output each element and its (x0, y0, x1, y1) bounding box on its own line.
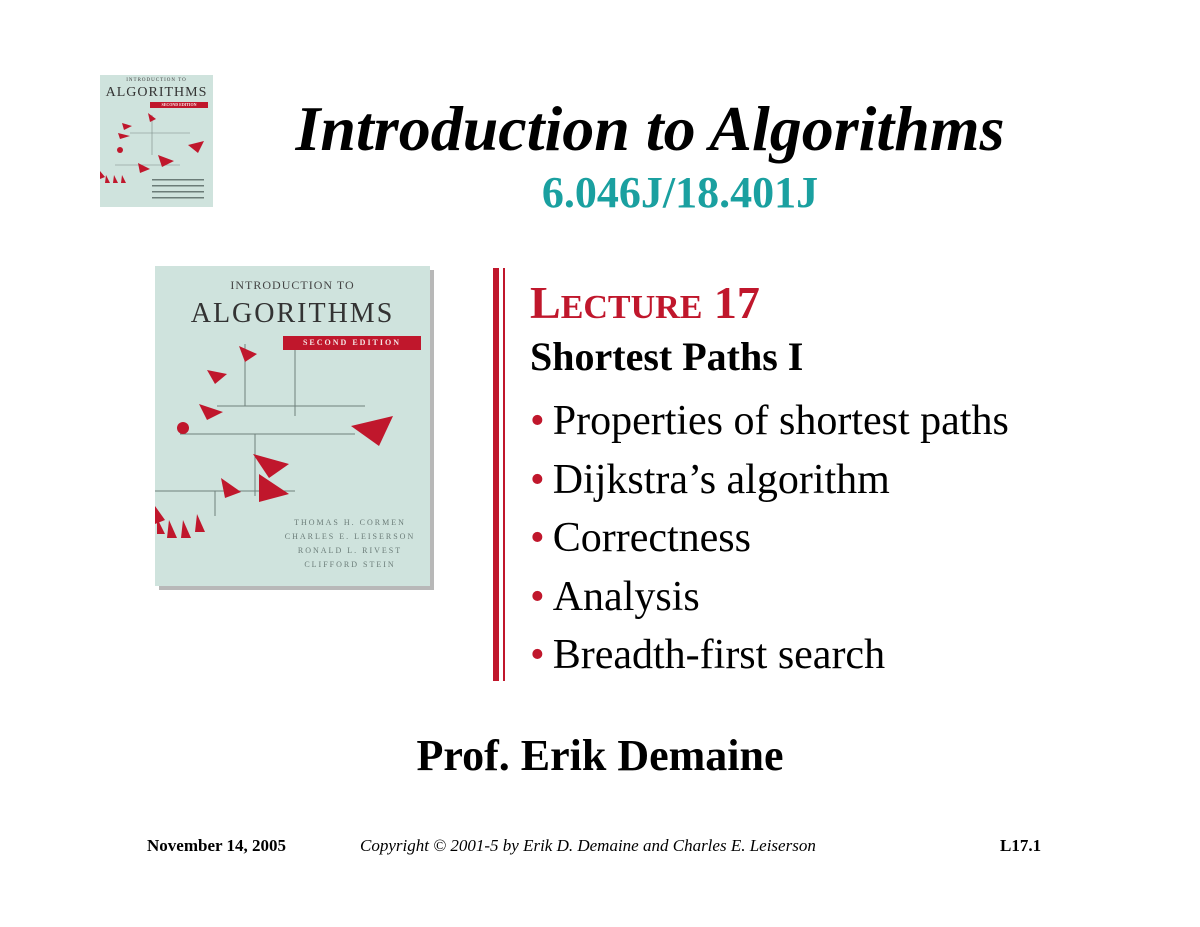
lecture-heading (530, 276, 760, 329)
divider-bar (493, 268, 499, 681)
instructor-name: Prof. Erik Demaine (416, 731, 784, 780)
small-cover-edition: SECOND EDITION (150, 102, 208, 108)
list-item (530, 451, 1009, 510)
slide-number: L17.1 (1000, 836, 1042, 855)
lecture-number: 17 (713, 277, 760, 328)
page-title: Introduction to Algorithms (295, 93, 1005, 164)
cover-author: CHARLES E. LEISERSON (284, 532, 416, 541)
divider-bar-thin (503, 268, 505, 681)
topic-text: Properties of shortest paths (552, 398, 1009, 444)
topic-text: Correctness (552, 515, 751, 561)
small-cover-top-line: INTRODUCTION TO (126, 78, 187, 83)
cover-author: CLIFFORD STEIN (304, 560, 396, 569)
course-number: 6.046J/18.401J (541, 168, 819, 217)
cover-author: THOMAS H. CORMEN (294, 518, 406, 527)
list-item (530, 626, 1009, 685)
large-book-cover (155, 266, 430, 586)
bullet-icon: • (530, 515, 545, 561)
bullet-icon: • (530, 632, 545, 678)
cover-title: ALGORITHMS (190, 298, 395, 329)
list-item (530, 568, 1009, 627)
lecture-subtitle: Shortest Paths I (530, 334, 804, 379)
topic-text: Dijkstra’s algorithm (552, 456, 890, 503)
topic-list (530, 392, 1009, 685)
cover-author: RONALD L. RIVEST (297, 546, 403, 555)
bullet-icon: • (530, 456, 545, 503)
topic-text: Breadth-first search (552, 632, 886, 678)
cover-edition: SECOND EDITION (283, 336, 421, 350)
lecture-label-initial: L (530, 277, 561, 328)
footer-date: November 14, 2005 (147, 836, 286, 855)
cover-top-line: INTRODUCTION TO (230, 278, 355, 292)
list-item (530, 392, 1009, 451)
footer-copyright: Copyright © 2001-5 by Erik D. Demaine and Charles E. Leiserson (360, 836, 816, 855)
lecture-label-rest: ECTURE (560, 289, 703, 326)
bullet-icon: • (530, 398, 545, 444)
bullet-icon: • (530, 573, 545, 620)
small-cover-title: ALGORITHMS (105, 85, 208, 100)
topic-text: Analysis (552, 573, 700, 620)
list-item (530, 509, 1009, 568)
